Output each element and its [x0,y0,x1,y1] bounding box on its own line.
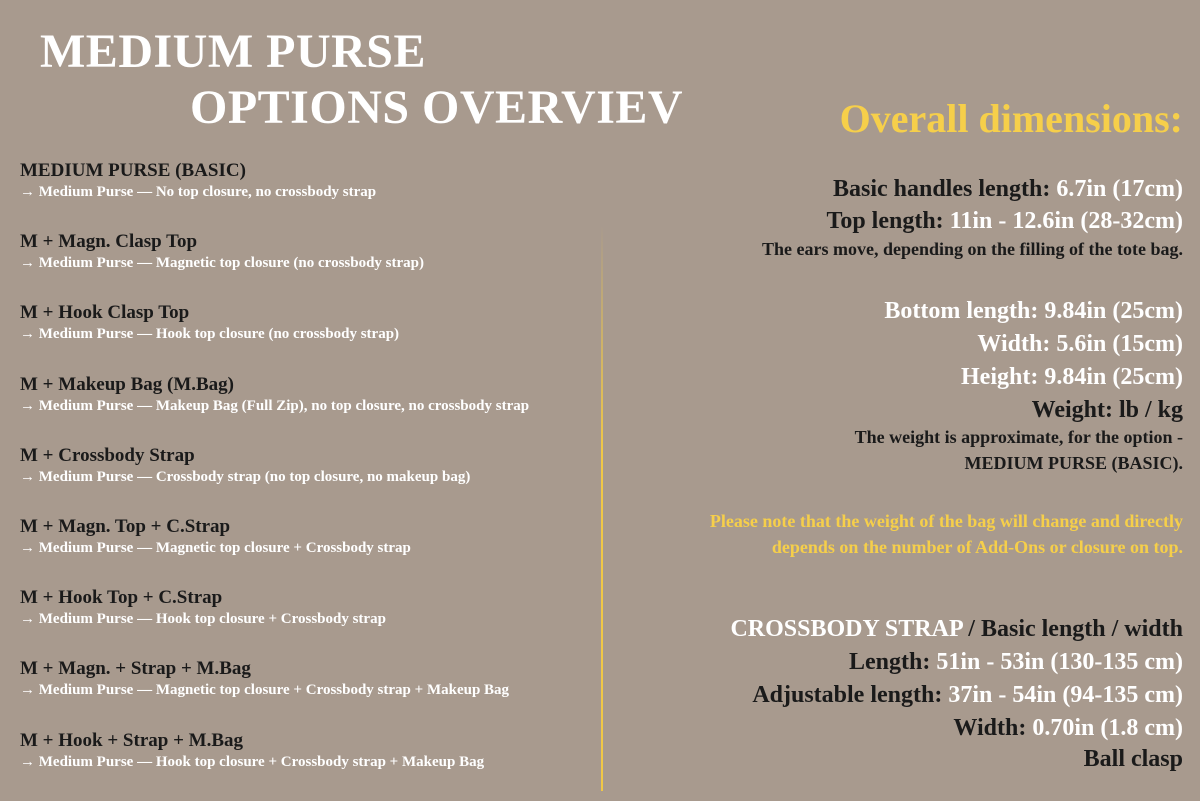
strap-length-label: Length: [849,649,937,675]
option-name: M + Hook Clasp Top [20,302,190,324]
option-name: M + Makeup Bag (M.Bag) [20,373,235,395]
option-item [20,587,600,658]
bottom-length-label: Bottom length: [884,298,1045,324]
option-item [20,445,600,516]
weight-note-line-2: MEDIUM PURSE (BASIC). [964,453,1183,473]
top-length-row [827,205,1183,237]
option-description: → Medium Purse — No top closure, no crossbody strap [20,184,377,200]
option-item [20,730,600,801]
height-row [961,361,1183,393]
option-name: M + Hook Top + C.Strap [20,587,223,609]
option-name: M + Hook + Strap + M.Bag [20,729,244,751]
top-length-value: 11in - 12.6in (28-32cm) [949,208,1183,234]
bottom-length-value: 9.84in (25cm) [1044,298,1183,324]
option-description: → Medium Purse — Crossbody strap (no top closure, no makeup bag) [20,468,471,485]
option-item [20,302,600,373]
strap-clasp [1084,743,1183,775]
height-value: 9.84in (25cm) [1044,364,1183,390]
weight-warning-line-1: Please note that the weight of the bag will change and directly [709,511,1183,531]
weight-label: Weight: [1031,397,1119,423]
option-item [20,160,600,231]
option-item [20,516,600,587]
handles-length-label: Basic handles length: [832,176,1057,202]
option-description: → Medium Purse — Makeup Bag (Full Zip), no top closure, no crossbody strap [20,397,530,414]
option-description: → Medium Purse — Magnetic top closure + Crossbody strap + Makeup Bag [20,682,510,699]
strap-heading-subtitle: / Basic length / width [962,616,1183,642]
option-description: → Medium Purse — Hook top closure (no crossbody strap) [20,326,400,343]
weight-note-line-1: The weight is approximate, for the option - [854,427,1183,447]
strap-length-row [849,646,1183,678]
option-item [20,658,600,729]
bottom-length-row [884,295,1183,327]
option-description: → Medium Purse — Magnetic top closure + Crossbody strap [20,539,411,556]
option-description: → Medium Purse — Hook top closure + Crossbody strap [20,611,386,628]
strap-length-value: 51in - 53in (130-135 cm) [936,649,1183,675]
strap-width-value: 0.70in (1.8 cm) [1032,715,1183,741]
strap-clasp-text: Ball clasp [1083,746,1183,772]
strap-adjustable-label: Adjustable length: [752,682,949,708]
options-list [20,160,600,801]
option-item [20,231,600,302]
strap-adjustable-value: 37in - 54in (94-135 cm) [948,682,1183,708]
weight-warning-line-2: depends on the number of Add-Ons or closure on top. [771,537,1183,557]
option-name: M + Crossbody Strap [20,444,195,466]
handles-length-row [833,173,1183,205]
title-line-1: MEDIUM PURSE [40,25,426,78]
option-description: → Medium Purse — Magnetic top closure (no crossbody strap) [20,255,425,272]
strap-heading-title: CROSSBODY STRAP [730,616,963,642]
dimensions-heading: Overall dimensions: [839,96,1183,141]
option-name: M + Magn. + Strap + M.Bag [20,658,251,680]
width-value: 5.6in (15cm) [1056,331,1183,357]
weight-value: lb / kg [1118,397,1183,423]
option-item [20,374,600,445]
ears-note: The ears move, depending on the filling of the tote bag. [762,239,1183,259]
strap-width-label: Width: [953,715,1033,741]
top-length-label: Top length: [826,208,950,234]
strap-heading [730,613,1183,645]
handles-length-value: 6.7in (17cm) [1056,176,1183,202]
strap-width-row [953,712,1183,744]
vertical-divider [601,225,603,791]
width-row [977,328,1183,360]
strap-adjustable-row [752,679,1183,711]
weight-row [1032,394,1183,426]
option-name: M + Magn. Top + C.Strap [20,515,231,537]
height-label: Height: [961,364,1045,390]
option-name: M + Magn. Clasp Top [20,231,198,253]
option-description: → Medium Purse — Hook top closure + Crossbody strap + Makeup Bag [20,753,485,770]
width-label: Width: [977,331,1057,357]
option-name: MEDIUM PURSE (BASIC) [20,160,246,181]
title-line-2: OPTIONS OVERVIEV [190,81,684,134]
